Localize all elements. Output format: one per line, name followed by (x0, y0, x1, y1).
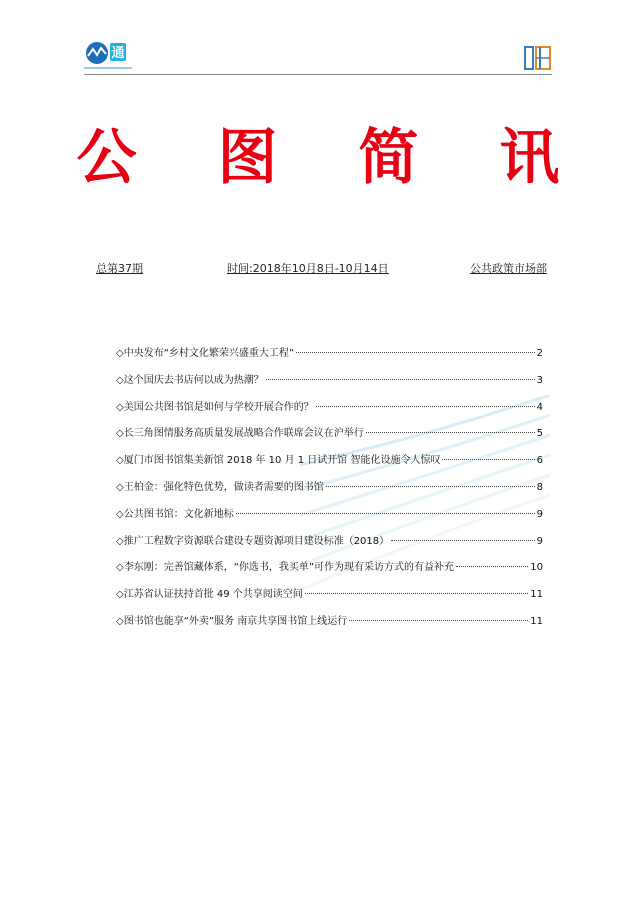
toc-leader (366, 432, 535, 433)
header-divider (84, 74, 552, 75)
issue-period: 时间:2018年10月8日-10月14日 (227, 262, 389, 275)
department-name: 公共政策市场部 (470, 262, 547, 275)
toc-item-title: ◇推广工程数字资源联合建设专题资源项目建设标准（2018） (116, 535, 390, 547)
toc-item-title: ◇图书馆也能享“外卖”服务 南京共享图书馆上线运行 (116, 615, 348, 627)
toc-item-page: 6 (536, 455, 543, 467)
toc-item[interactable] (116, 612, 543, 639)
issue-number: 总第37期 (96, 262, 143, 275)
toc-item-page: 5 (536, 428, 543, 440)
toc-item-title: ◇长三角图情服务高质量发展战略合作联席会议在沪举行 (116, 428, 364, 440)
toc-item-title: ◇李东刚：完善馆藏体系，“你选书，我买单”可作为现有采访方式的有益补充 (116, 562, 455, 574)
library-logo-icon (524, 44, 552, 72)
toc-item[interactable] (116, 558, 543, 585)
toc-item[interactable] (116, 424, 543, 451)
table-of-contents (116, 344, 543, 639)
toc-item[interactable] (116, 585, 543, 612)
toc-item-page: 11 (530, 615, 543, 627)
toc-item-page: 9 (536, 508, 543, 520)
toc-item-page: 2 (536, 348, 543, 359)
toc-item-page: 11 (530, 589, 543, 601)
toc-item[interactable] (116, 478, 543, 505)
toc-item[interactable] (116, 344, 543, 371)
toc-item-page: 3 (536, 374, 543, 386)
toc-leader (442, 459, 534, 460)
toc-item[interactable] (116, 505, 543, 532)
logo-text: 通 (111, 46, 125, 61)
toc-leader (305, 593, 528, 594)
toc-leader (266, 379, 535, 380)
tongtong-logo-icon (84, 40, 154, 72)
toc-leader (456, 566, 528, 567)
toc-item-title: ◇美国公共图书馆是如何与学校开展合作的？ (116, 401, 314, 413)
toc-item-page: 4 (536, 401, 543, 413)
toc-item-title: ◇公共图书馆：文化新地标 (116, 508, 234, 520)
toc-item-title: ◇王柏金：强化特色优势，做读者需要的图书馆 (116, 481, 324, 493)
toc-leader (326, 486, 535, 487)
masthead-title: 公 图 简 讯 (76, 123, 590, 193)
toc-leader (236, 513, 535, 514)
toc-leader (391, 540, 534, 541)
toc-leader (316, 406, 535, 407)
toc-item-page: 10 (530, 562, 543, 574)
toc-leader (296, 352, 535, 353)
toc-item[interactable] (116, 371, 543, 398)
toc-item[interactable] (116, 398, 543, 425)
toc-item-page: 9 (536, 535, 543, 547)
toc-item-title: ◇这个国庆去书店何以成为热潮？ (116, 374, 264, 386)
toc-item-title: ◇厦门市图书馆集美新馆 2018 年 10 月 1 日试开馆 智能化设施令人惊叹 (116, 455, 441, 467)
toc-leader (349, 620, 528, 621)
toc-item[interactable] (116, 532, 543, 559)
toc-item[interactable] (116, 451, 543, 478)
toc-item-title: ◇中央发布“乡村文化繁荣兴盛重大工程” (116, 348, 295, 359)
toc-item-title: ◇江苏省认证扶持首批 49 个共享阅读空间 (116, 589, 303, 601)
toc-item-page: 8 (536, 481, 543, 493)
